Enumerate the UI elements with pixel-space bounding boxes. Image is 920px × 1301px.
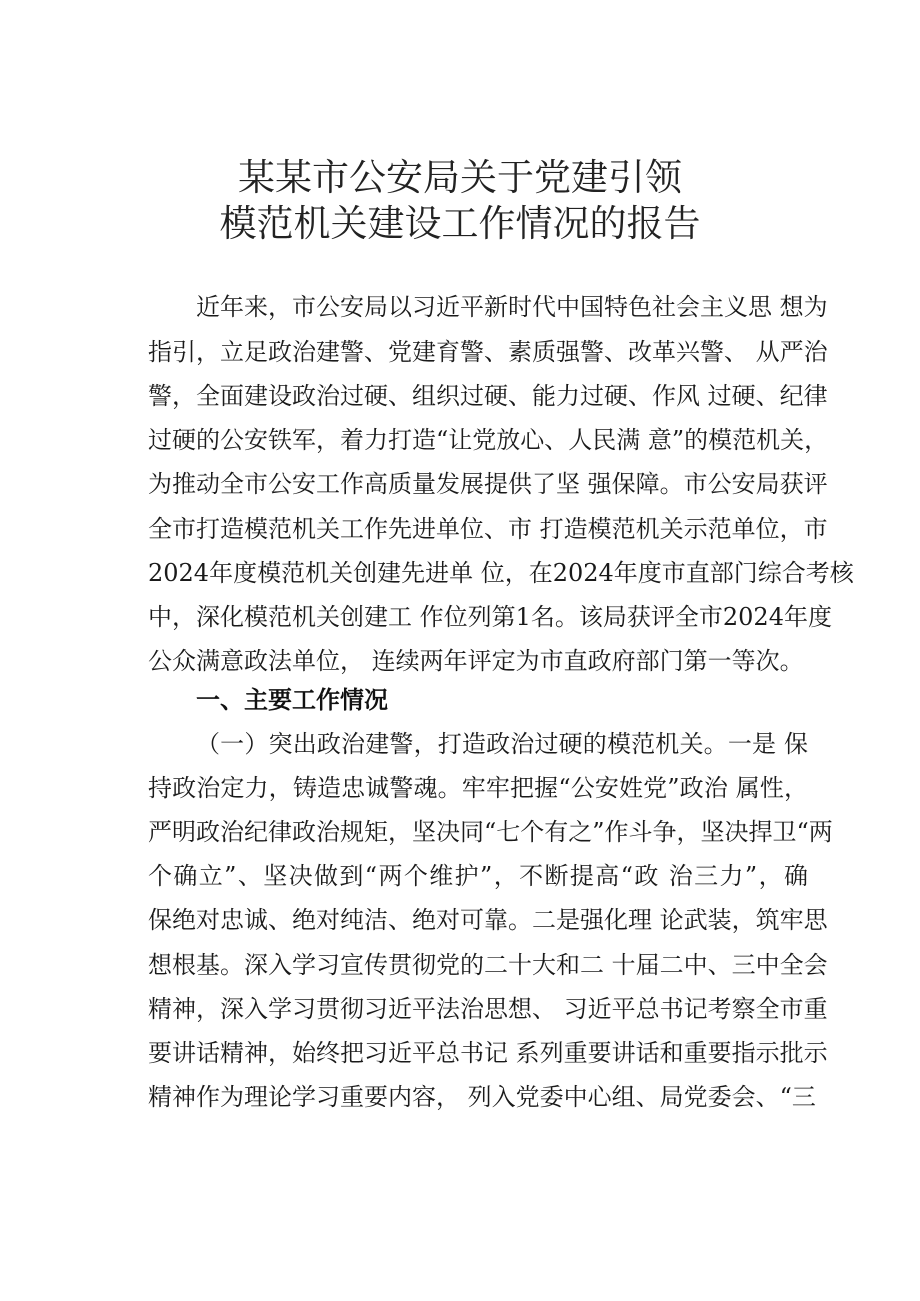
intro-line: 过硬的公安铁军，着力打造“让党放心、人民满 意”的模范机关， xyxy=(148,426,829,454)
intro-line: 中，深化模范机关创建工 作位列第1名。该局获评全市2024年度 xyxy=(148,603,832,631)
intro-line: 公众满意政法单位， 连续两年评定为市直政府部门第一等次。 xyxy=(148,647,804,675)
body-line: （一）突出政治建警，打造政治过硬的模范机关。一是 保 xyxy=(196,730,808,758)
body-line: 精神作为理论学习重要内容， 列入党委中心组、局党委会、“三 xyxy=(148,1083,816,1111)
section-heading: 一、主要工作情况 xyxy=(196,686,388,714)
body-line: 要讲话精神，始终把习近平总书记 系列重要讲话和重要指示批示 xyxy=(148,1039,828,1067)
intro-line: 指引，立足政治建警、党建育警、素质强警、改革兴警、 从严治 xyxy=(148,338,828,366)
body-line: 保绝对忠诚、绝对纯洁、绝对可靠。二是强化理 论武装，筑牢思 xyxy=(148,906,828,934)
intro-line: 全市打造模范机关工作先进单位、市 打造模范机关示范单位，市 xyxy=(148,515,828,543)
document-title-line-2: 模范机关建设工作情况的报告 xyxy=(219,202,701,245)
body-line: 持政治定力，铸造忠诚警魂。牢牢把握“公安姓党”政治 属性， xyxy=(148,774,808,802)
body-line: 精神，深入学习贯彻习近平法治思想、 习近平总书记考察全市重 xyxy=(148,995,828,1023)
intro-line: 警，全面建设政治过硬、组织过硬、能力过硬、作风 过硬、纪律 xyxy=(148,382,828,410)
document-title-line-1: 某某市公安局关于党建引领 xyxy=(238,156,682,199)
intro-line: 2024年度模范机关创建先进单 位，在2024年度市直部门综合考核 xyxy=(148,559,854,587)
body-line: 个确立”、坚决做到“两个维护”，不断提高“政 治三力”，确 xyxy=(148,862,808,890)
intro-line: 为推动全市公安工作高质量发展提供了坚 强保障。市公安局获评 xyxy=(148,470,828,498)
intro-line: 近年来，市公安局以习近平新时代中国特色社会主义思 想为 xyxy=(196,293,828,321)
body-line: 想根基。深入学习宣传贯彻党的二十大和二 十届二中、三中全会 xyxy=(148,951,828,979)
body-line: 严明政治纪律政治规矩，坚决同“七个有之”作斗争，坚决捍卫“两 xyxy=(148,818,833,846)
